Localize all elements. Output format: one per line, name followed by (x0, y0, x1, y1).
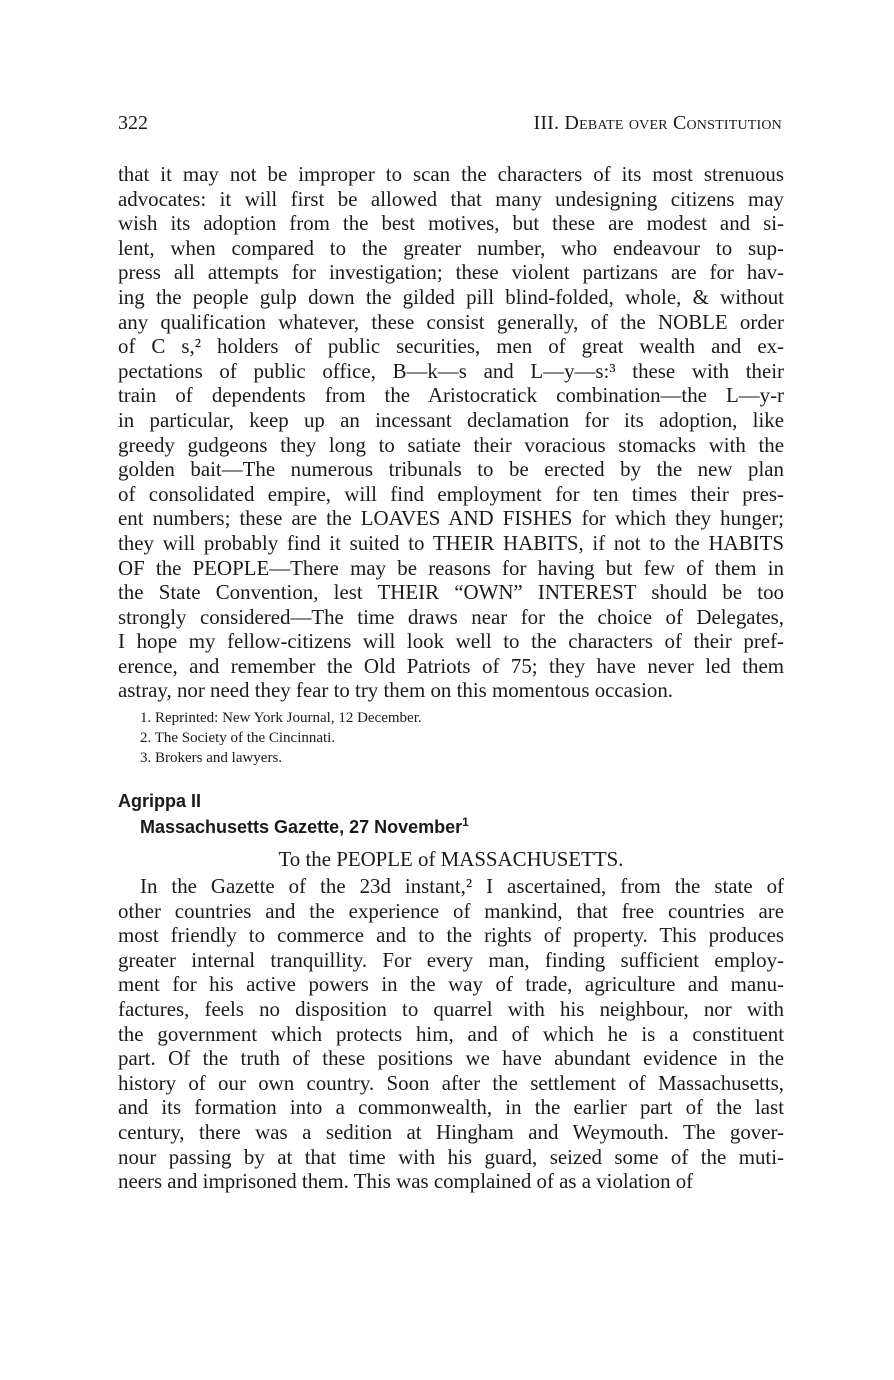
text-line: and its formation into a commonwealth, in the earlier part of the last (118, 1095, 784, 1120)
text-line: neers and imprisoned them. This was complained of as a violation of (118, 1169, 694, 1194)
footnote: 1. Reprinted: New York Journal, 12 December. (140, 710, 422, 726)
text-line: OF the PEOPLE—There may be reasons for having but few of them in (118, 555, 784, 580)
body-paragraph-1 (118, 162, 784, 703)
text-line: any qualification whatever, these consist generally, of the NOBLE order (118, 309, 784, 334)
footnote: 3. Brokers and lawyers. (140, 750, 283, 766)
running-head (118, 112, 784, 140)
text-line: advocates: it will first be allowed that many undesigning citizens may (118, 186, 784, 211)
text-line: factures, feels no disposition to quarrel with his neighbour, nor with (118, 996, 784, 1021)
text-line: ent numbers; these are the LOAVES AND FISHES for which they hunger; (118, 506, 784, 531)
footnotes (118, 708, 784, 768)
text-line: nour passing by at that time with his guard, seized some of the muti- (118, 1144, 784, 1169)
body-paragraph-2 (118, 874, 784, 1194)
text-line: the State Convention, lest THEIR “OWN” INTEREST should be too (118, 580, 784, 605)
text-line: in particular, keep up an incessant declamation for its adoption, like (118, 407, 784, 432)
document-source-text: Massachusetts Gazette, 27 November (140, 817, 463, 837)
text-line: strongly considered—The time draws near for the choice of Delegates, (118, 604, 784, 629)
text-line: pectations of public office, B—k—s and L—y—s:³ these with their (118, 358, 784, 383)
page-number: 322 (118, 112, 148, 134)
text-line: I hope my fellow-citizens will look well to the characters of their pref- (118, 629, 784, 654)
text-line: greedy gudgeons they long to satiate their voracious stomacks with the (118, 432, 784, 457)
text-line: the government which protects him, and of which he is a constituent (118, 1021, 784, 1046)
text-line: wish its adoption from the best motives, but these are modest and si- (118, 211, 784, 236)
text-line: of C s,² holders of public securities, men of great wealth and ex- (118, 334, 784, 359)
text-line: lent, when compared to the greater number, who endeavour to sup- (118, 235, 784, 260)
text-line: part. Of the truth of these positions we have abundant evidence in the (118, 1046, 784, 1071)
document-heading (118, 788, 784, 840)
footnote: 2. The Society of the Cincinnati. (140, 730, 336, 746)
text-line: most friendly to commerce and to the rights of property. This produces (118, 923, 784, 948)
document-source (118, 814, 784, 840)
text-line: greater internal tranquillity. For every man, finding sufficient employ- (118, 947, 784, 972)
text-line: press all attempts for investigation; these violent partizans are for hav- (118, 260, 784, 285)
text-line: erence, and remember the Old Patriots of 75; they have never led them (118, 653, 784, 678)
text-line: that it may not be improper to scan the characters of its most strenuous (118, 162, 784, 186)
text-line: history of our own country. Soon after the settlement of Massachusetts, (118, 1070, 784, 1095)
text-line: In the Gazette of the 23d instant,² I ascertained, from the state of (140, 874, 784, 898)
document-title: Agrippa II (118, 791, 202, 811)
text-line: astray, nor need they fear to try them on this momentous occasion. (118, 678, 673, 703)
section-title: III. Debate over Constitution (533, 112, 782, 134)
text-line: golden bait—The numerous tribunals to be erected by the new plan (118, 457, 784, 482)
text-line: other countries and the experience of mankind, that free countries are (118, 898, 784, 923)
text-line: ment for his active powers in the way of trade, agriculture and manu- (118, 972, 784, 997)
text-line: train of dependents from the Aristocratick combination—the L—y-r (118, 383, 784, 408)
text-line: century, there was a sedition at Hingham and Weymouth. The gover- (118, 1119, 784, 1144)
text-line: ing the people gulp down the gilded pill blind-folded, whole, & without (118, 284, 784, 309)
text-line: they will probably find it suited to THEIR HABITS, if not to the HABITS (118, 530, 784, 555)
address-line: To the PEOPLE of MASSACHUSETTS. (278, 847, 624, 871)
source-footnote-marker: 1 (462, 815, 469, 829)
text-line: of consolidated empire, will find employment for ten times their pres- (118, 481, 784, 506)
